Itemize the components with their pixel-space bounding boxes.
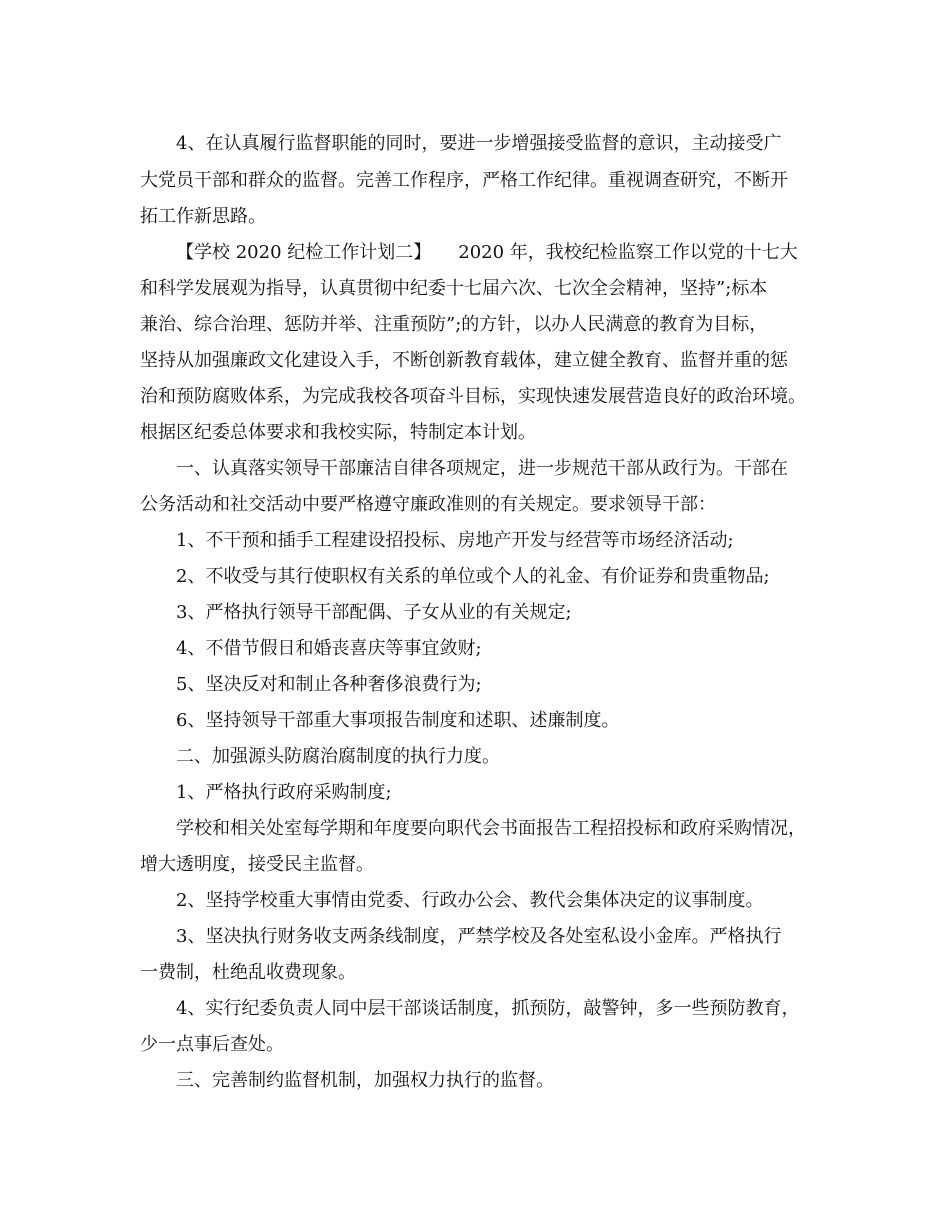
text-line: 一费制，杜绝乱收费现象。 <box>140 962 356 983</box>
list-item: 3、严格执行领导干部配偶、子女从业的有关规定; <box>176 602 572 623</box>
section-heading-line: 三、完善制约监督机制，加强权力执行的监督。 <box>176 1070 554 1091</box>
list-item: 2、坚持学校重大事情由党委、行政办公会、教代会集体决定的议事制度。 <box>176 890 764 911</box>
text-line: 少一点事后查处。 <box>140 1034 284 1055</box>
text-line: 公务活动和社交活动中要严格遵守廉政准则的有关规定。要求领导干部： <box>140 494 716 515</box>
text-line: 和科学发展观为指导，认真贯彻中纪委十七届六次、七次全会精神，坚持”;标本 <box>140 278 768 299</box>
list-item: 1、不干预和插手工程建设招投标、房地产开发与经营等市场经济活动; <box>176 530 734 551</box>
text-line: 坚持从加强廉政文化建设入手，不断创新教育载体，建立健全教育、监督并重的惩 <box>140 350 788 371</box>
list-item: 2、不收受与其行使职权有关系的单位或个人的礼金、有价证券和贵重物品; <box>176 566 770 587</box>
text-line: 学校和相关处室每学期和年度要向职代会书面报告工程招投标和政府采购情况， <box>176 818 806 839</box>
text-line: 根据区纪委总体要求和我校实际，特制定本计划。 <box>140 422 536 443</box>
text-line: 拓工作新思路。 <box>140 206 266 227</box>
text-line: 治和预防腐败体系，为完成我校各项奋斗目标，实现快速发展营造良好的政治环境。 <box>140 386 806 407</box>
list-item: 5、坚决反对和制止各种奢侈浪费行为; <box>176 674 482 695</box>
text-line: 兼治、综合治理、惩防并举、注重预防”;的方针，以办人民满意的教育为目标， <box>140 314 768 335</box>
text-line: 大党员干部和群众的监督。完善工作程序，严格工作纪律。重视调查研究，不断开 <box>140 170 788 191</box>
section-heading-line: 二、加强源头防腐治腐制度的执行力度。 <box>176 746 500 767</box>
text-line: 增大透明度，接受民主监督。 <box>140 854 374 875</box>
list-item: 6、坚持领导干部重大事项报告制度和述职、述廉制度。 <box>176 710 620 731</box>
list-item: 3、坚决执行财务收支两条线制度，严禁学校及各处室私设小金库。严格执行 <box>176 926 782 947</box>
text-line: 一、认真落实领导干部廉洁自律各项规定，进一步规范干部从政行为。干部在 <box>176 458 788 479</box>
list-item: 4、不借节假日和婚丧喜庆等事宜敛财; <box>176 638 482 659</box>
section-heading-line: 【学校 2020 纪检工作计划二】 2020 年，我校纪检监察工作以党的十七大 <box>176 242 798 263</box>
list-item: 4、实行纪委负责人同中层干部谈话制度，抓预防，敲警钟，多一些预防教育， <box>176 998 800 1019</box>
list-item: 1、严格执行政府采购制度; <box>176 782 392 803</box>
text-line: 4、在认真履行监督职能的同时，要进一步增强接受监督的意识，主动接受广 <box>176 133 782 154</box>
